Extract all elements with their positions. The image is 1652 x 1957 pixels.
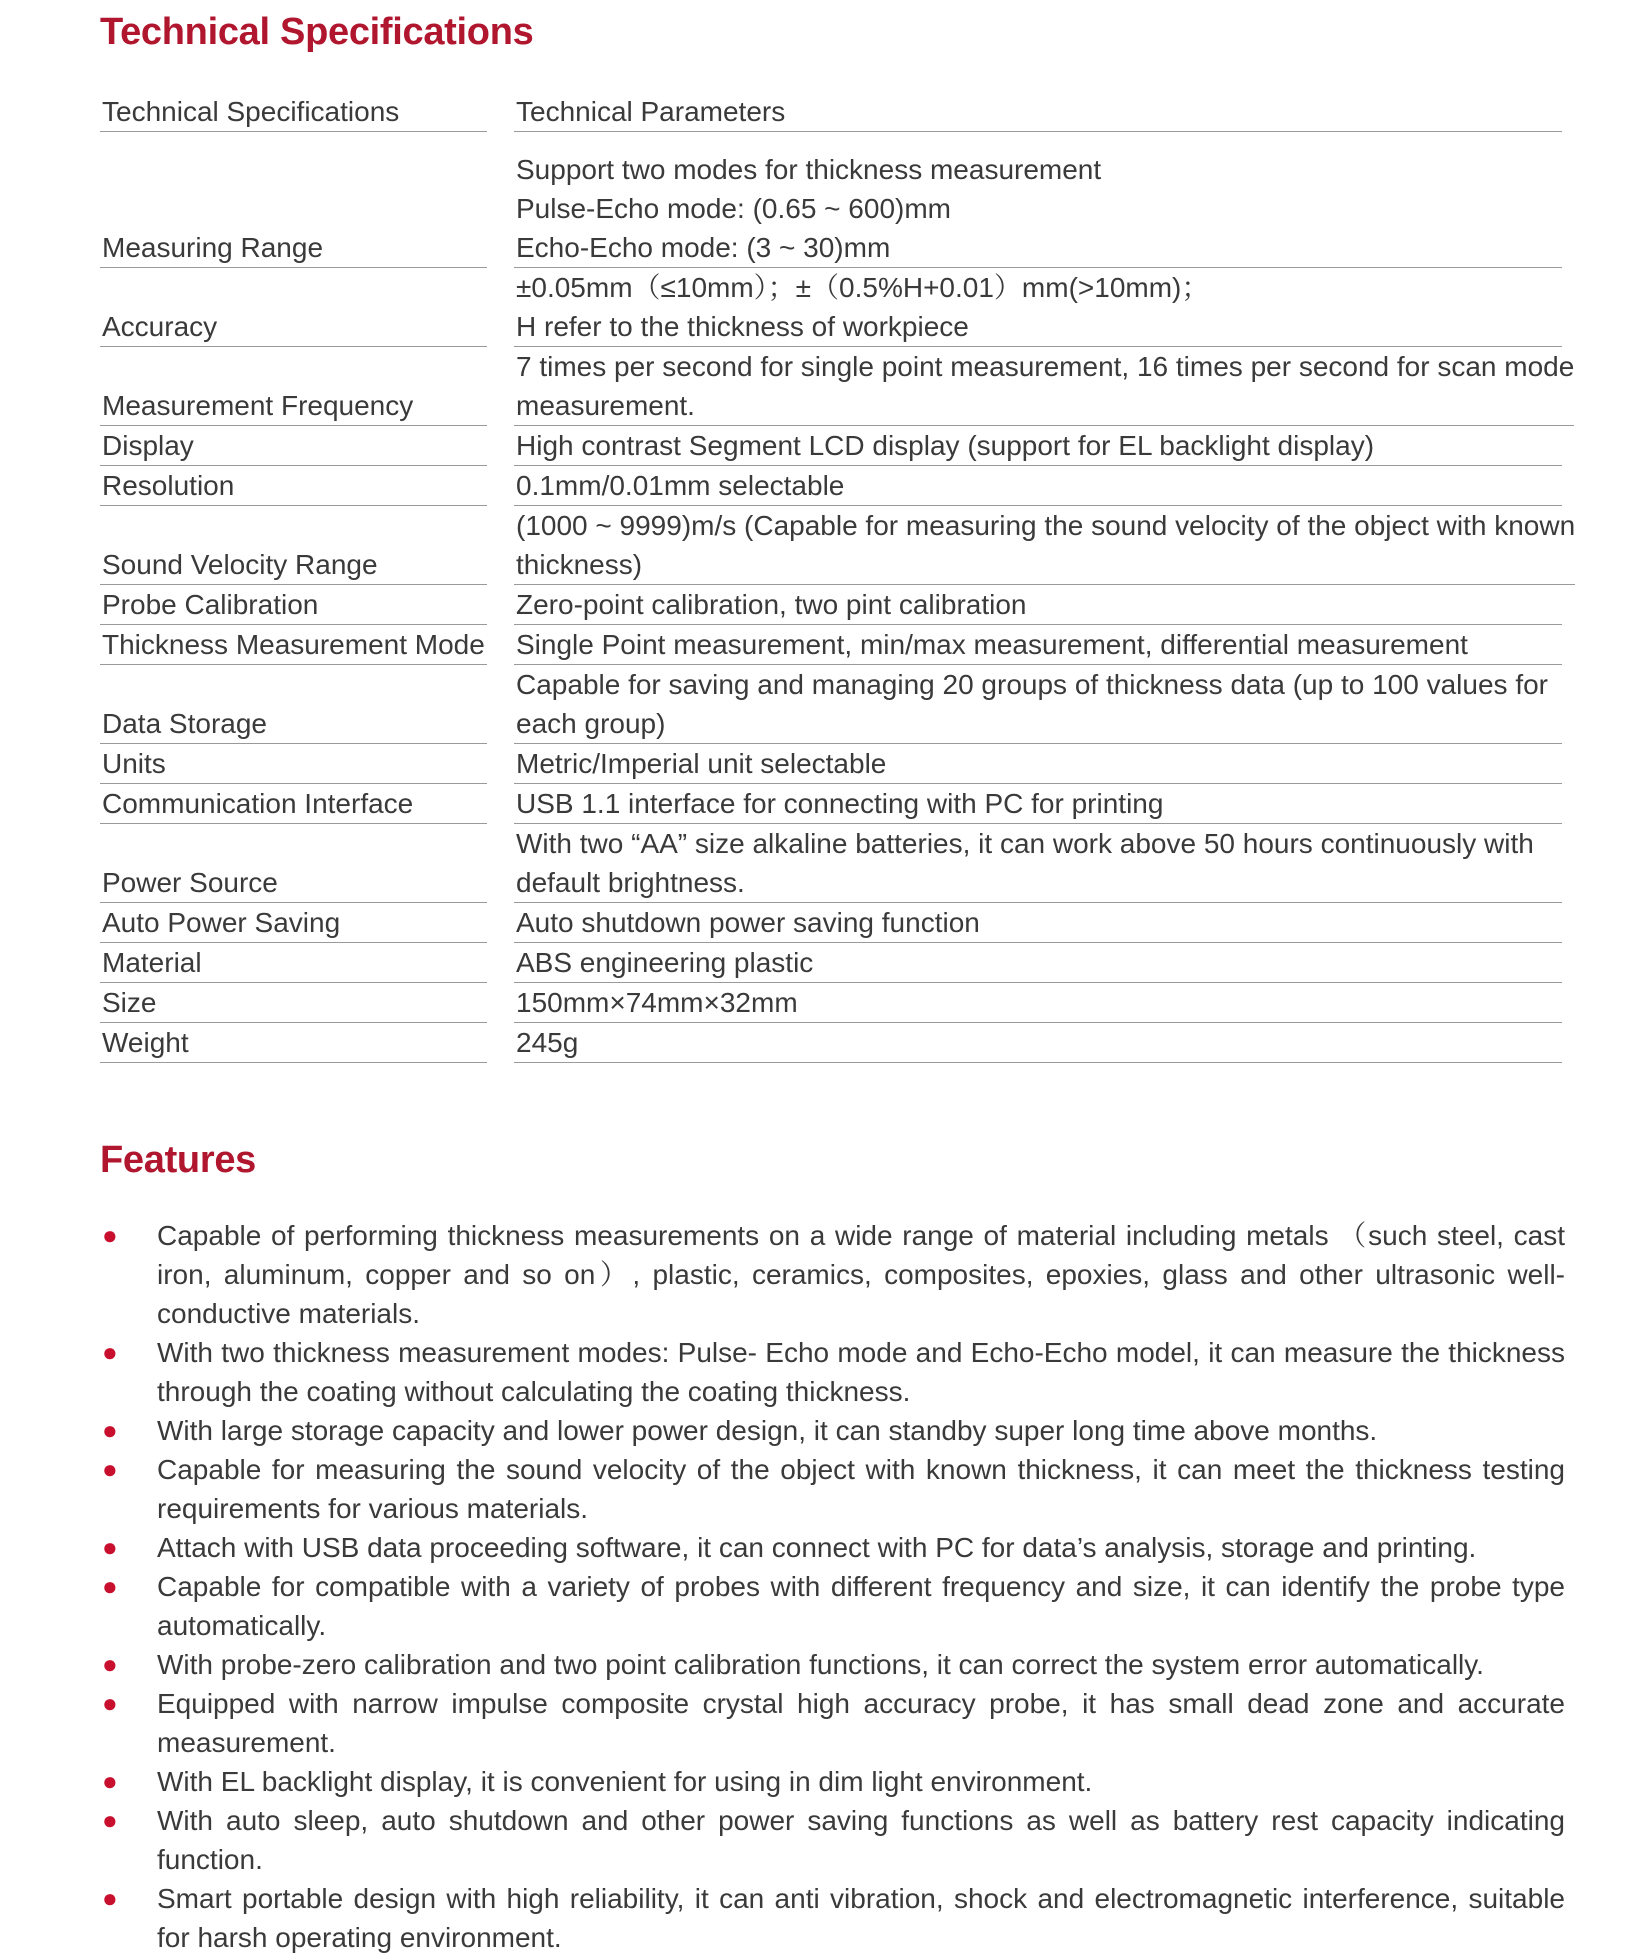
- spec-table: [100, 92, 1576, 1063]
- spec-value-line: USB 1.1 interface for connecting with PC for printing: [516, 788, 1164, 819]
- spec-row: [100, 665, 1562, 744]
- spec-row: [100, 347, 1575, 426]
- spec-value-line: H refer to the thickness of workpiece: [516, 311, 969, 342]
- spec-value: [514, 983, 1562, 1023]
- feature-item: [100, 1801, 1565, 1879]
- feature-item: [100, 1762, 1565, 1801]
- bullet-icon: ●: [102, 1454, 118, 1484]
- spec-value-line: measurement.: [516, 390, 695, 421]
- feature-item: [100, 1411, 1565, 1450]
- spec-label: Units: [100, 744, 487, 784]
- spec-label: Probe Calibration: [100, 585, 487, 625]
- feature-text: Attach with USB data proceeding software, it can connect with PC for data’s analysis, storage and printing.: [157, 1532, 1477, 1563]
- feature-text: With probe-zero calibration and two point calibration functions, it can correct the system error automatically.: [157, 1649, 1484, 1680]
- features-list: [100, 1216, 1565, 1957]
- spec-row: [100, 824, 1562, 903]
- spec-header-col2: Technical Parameters: [514, 92, 1562, 132]
- spec-value-line: Support two modes for thickness measurement: [516, 154, 1102, 185]
- spec-value: [514, 150, 1562, 268]
- spec-value-line: (1000 ~ 9999)m/s (Capable for measuring the sound velocity of the object with known: [516, 510, 1576, 541]
- spec-label: Accuracy: [100, 268, 487, 347]
- features-heading: Features: [100, 1139, 257, 1181]
- feature-text: Smart portable design with high reliability, it can anti vibration, shock and electromagnetic interference, suitable for harsh operating environment.: [157, 1883, 1565, 1953]
- bullet-icon: ●: [102, 1766, 118, 1796]
- spec-value-line: 150mm×74mm×32mm: [516, 987, 798, 1018]
- spec-label: Measurement Frequency: [100, 347, 487, 426]
- bullet-icon: ●: [102, 1337, 118, 1367]
- bullet-icon: ●: [102, 1571, 118, 1601]
- feature-item: [100, 1333, 1565, 1411]
- spec-value: [514, 466, 1562, 506]
- spec-value: [514, 824, 1562, 903]
- spec-table-header: [100, 92, 1562, 132]
- feature-text: Capable for compatible with a variety of probes with different frequency and size, it can identify the probe type automatically.: [157, 1571, 1565, 1641]
- bullet-icon: ●: [102, 1532, 118, 1562]
- specs-heading: Technical Specifications: [100, 11, 534, 53]
- spec-value: [514, 744, 1562, 784]
- spec-label: Resolution: [100, 466, 487, 506]
- spec-label: Measuring Range: [100, 150, 487, 268]
- spec-row: [100, 903, 1562, 943]
- spec-row: [100, 983, 1562, 1023]
- feature-item: [100, 1645, 1565, 1684]
- spec-value: [514, 784, 1562, 824]
- spec-value-line: 0.1mm/0.01mm selectable: [516, 470, 845, 501]
- spec-row: [100, 1023, 1562, 1063]
- spec-label: Material: [100, 943, 487, 983]
- feature-text: With large storage capacity and lower power design, it can standby super long time above months.: [157, 1415, 1378, 1446]
- feature-item: [100, 1684, 1565, 1762]
- spec-label: Display: [100, 426, 487, 466]
- spec-row: [100, 744, 1562, 784]
- feature-text: Equipped with narrow impulse composite crystal high accuracy probe, it has small dead zone and accurate measurement.: [157, 1688, 1565, 1758]
- spec-value-line: Single Point measurement, min/max measurement, differential measurement: [516, 629, 1468, 660]
- spec-label: Communication Interface: [100, 784, 487, 824]
- spec-value: [514, 506, 1575, 585]
- bullet-icon: ●: [102, 1883, 118, 1913]
- spec-value: [514, 943, 1562, 983]
- spec-value-line: Metric/Imperial unit selectable: [516, 748, 887, 779]
- feature-text: With two thickness measurement modes: Pulse- Echo mode and Echo-Echo model, it can measure the thickness through the coating without calculating the coating thickness.: [157, 1337, 1565, 1407]
- spec-label: Thickness Measurement Mode: [100, 625, 487, 665]
- feature-item: [100, 1216, 1565, 1333]
- spec-label: Auto Power Saving: [100, 903, 487, 943]
- spec-label: Size: [100, 983, 487, 1023]
- spec-row: [100, 585, 1562, 625]
- feature-item: [100, 1567, 1565, 1645]
- spec-value-line: Auto shutdown power saving function: [516, 907, 980, 938]
- spec-row: [100, 506, 1576, 585]
- spec-label: Power Source: [100, 824, 487, 903]
- spec-value-line: ±0.05mm（≤10mm）；±（0.5%H+0.01）mm(>10mm)；: [516, 272, 1210, 303]
- spec-row: [100, 426, 1562, 466]
- spec-row: [100, 784, 1562, 824]
- spec-value: [514, 625, 1562, 665]
- spec-value-line: 245g: [516, 1027, 579, 1058]
- spec-value-line: Echo-Echo mode: (3 ~ 30)mm: [516, 232, 891, 263]
- bullet-icon: ●: [102, 1220, 118, 1250]
- bullet-icon: ●: [102, 1415, 118, 1445]
- spec-value-line: With two “AA” size alkaline batteries, it can work above 50 hours continuously with: [516, 828, 1534, 859]
- spec-value-line: ABS engineering plastic: [516, 947, 814, 978]
- spec-value-line: default brightness.: [516, 867, 745, 898]
- spec-value: [514, 268, 1562, 347]
- feature-item: [100, 1528, 1565, 1567]
- spec-row: [100, 943, 1562, 983]
- feature-text: With EL backlight display, it is convenient for using in dim light environment.: [157, 1766, 1093, 1797]
- spec-label: Sound Velocity Range: [100, 506, 487, 585]
- feature-item: [100, 1450, 1565, 1528]
- spec-value-line: 7 times per second for single point measurement, 16 times per second for scan mode: [516, 351, 1575, 382]
- spec-value-line: Pulse-Echo mode: (0.65 ~ 600)mm: [516, 193, 951, 224]
- spec-value-line: High contrast Segment LCD display (support for EL backlight display): [516, 430, 1375, 461]
- feature-item: [100, 1879, 1565, 1957]
- feature-text: Capable for measuring the sound velocity of the object with known thickness, it can meet the thickness testing requirements for various materials.: [157, 1454, 1565, 1524]
- spec-value-line: Capable for saving and managing 20 groups of thickness data (up to 100 values for: [516, 669, 1548, 700]
- feature-text: Capable of performing thickness measurements on a wide range of material including metals （such steel, cast iron, aluminum, copper and so on）, plastic, ceramics, composites, epoxies, glass and other ultrasonic well-conductive materials.: [157, 1220, 1565, 1329]
- bullet-icon: ●: [102, 1688, 118, 1718]
- spec-value: [514, 347, 1574, 426]
- spec-value: [514, 426, 1562, 466]
- spec-value-line: thickness): [516, 549, 643, 580]
- spec-value-line: each group): [516, 708, 666, 739]
- spec-header-col1: Technical Specifications: [100, 92, 487, 132]
- spec-value: [514, 585, 1562, 625]
- spec-label: Data Storage: [100, 665, 487, 744]
- spec-row: [100, 150, 1562, 268]
- spec-value: [514, 1023, 1562, 1063]
- feature-text: With auto sleep, auto shutdown and other power saving functions as well as battery rest capacity indicating function.: [157, 1805, 1565, 1875]
- spec-value: [514, 903, 1562, 943]
- spec-value: [514, 665, 1562, 744]
- bullet-icon: ●: [102, 1805, 118, 1835]
- spec-label: Weight: [100, 1023, 487, 1063]
- spec-row: [100, 466, 1562, 506]
- spec-row: [100, 625, 1562, 665]
- spec-row: [100, 268, 1562, 347]
- spec-value-line: Zero-point calibration, two pint calibration: [516, 589, 1027, 620]
- bullet-icon: ●: [102, 1649, 118, 1679]
